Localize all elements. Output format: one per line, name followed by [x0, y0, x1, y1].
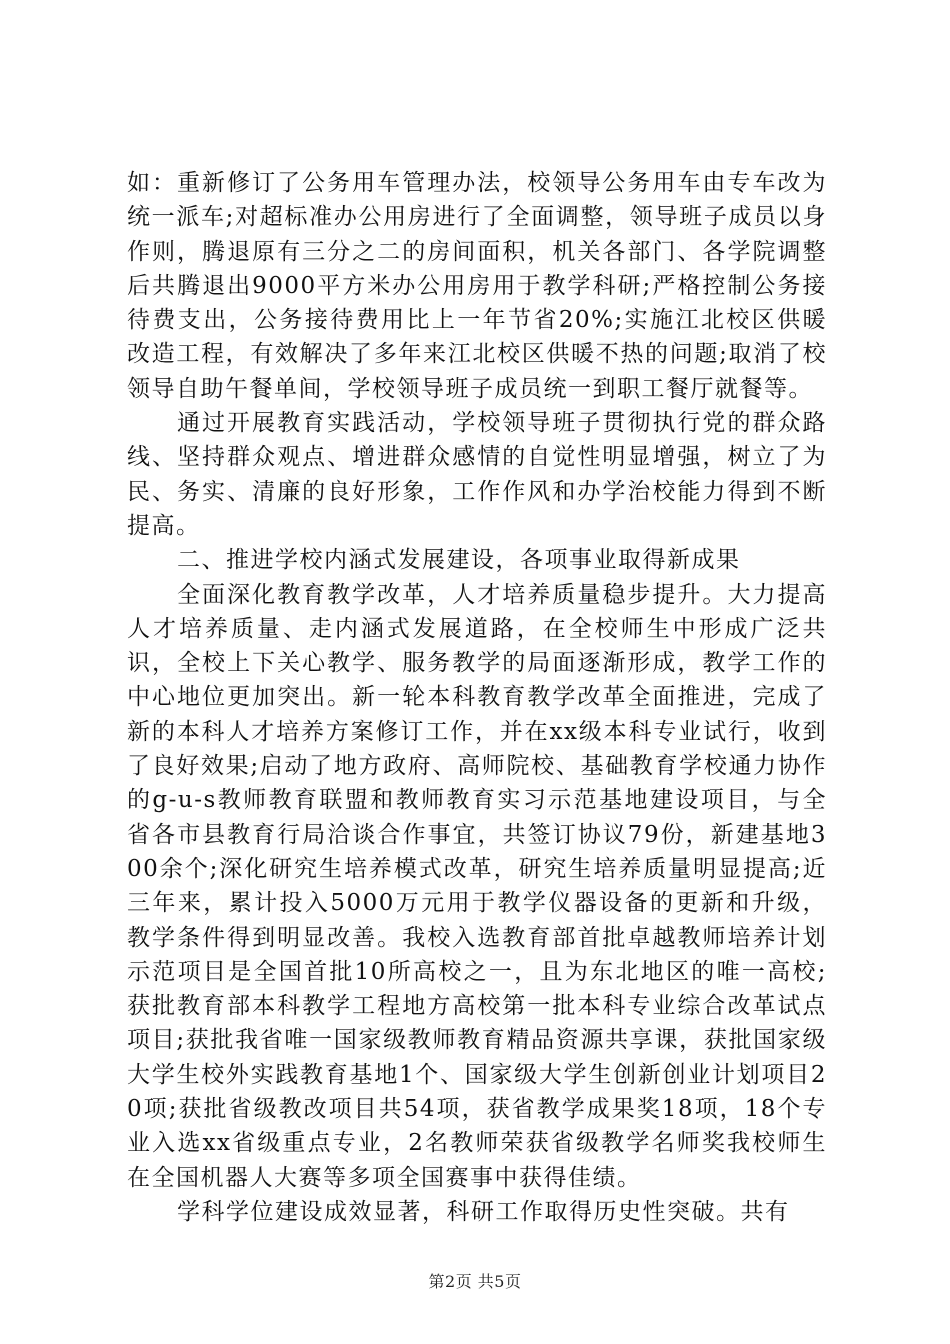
paragraph-4: 学科学位建设成效显著，科研工作取得历史性突破。共有 [177, 1198, 790, 1225]
document-body [127, 166, 827, 1229]
paragraph-3: 全面深化教育教学改革，人才培养质量稳步提升。大力提高人才培养质量、走内涵式发展道路，在全校师生中形成广泛共识，全校上下关心教学、服务教学的局面逐渐形成，教学工作的中心地位更加突出。新一轮本科教育教学改革全面推进，完成了新的本科人才培养方案修订工作，并在xx级本科专业试行，收到了良好效果;启动了地方政府、高师院校、基础教育学校通力协作的g-u-s教师教育联盟和教师教育实习示范基地建设项目，与全省各市县教育行局洽谈合作事宜，共签订协议79份，新建基地300余个;深化研究生培养模式改革，研究生培养质量明显提高;近三年来，累计投入5000万元用于教学仪器设备的更新和升级，教学条件得到明显改善。我校入选教育部首批卓越教师培养计划示范项目是全国首批10所高校之一，且为东北地区的唯一高校;获批教育部本科教学工程地方高校第一批本科专业综合改革试点项目;获批我省唯一国家级教师教育精品资源共享课，获批国家级大学生校外实践教育基地1个、国家级大学生创新创业计划项目20项;获批省级教改项目共54项，获省教学成果奖18项，18个专业入选xx省级重点专业，2名教师荣获省级教学名师奖我校师生在全国机器人大赛等多项全国赛事中获得佳绩。 [127, 581, 827, 1191]
paragraph-2: 通过开展教育实践活动，学校领导班子贯彻执行党的群众路线、坚持群众观点、增进群众感情的自觉性明显增强，树立了为民、务实、清廉的良好形象，工作作风和办学治校能力得到不断提高。 [127, 410, 827, 539]
section-heading: 二、推进学校内涵式发展建设，各项事业取得新成果 [177, 547, 741, 574]
paragraph-1: 如：重新修订了公务用车管理办法，校领导公务用车由专车改为统一派车;对超标准办公用房进行了全面调整，领导班子成员以身作则，腾退原有三分之二的房间面积，机关各部门、各学院调整后共腾退出9000平方米办公用房用于教学科研;严格控制公务接待费支出，公务接待费用比上一年节省20%;实施江北校区供暖改造工程，有效解决了多年来江北校区供暖不热的问题;取消了校领导自助午餐单间，学校领导班子成员统一到职工餐厅就餐等。 [127, 170, 827, 402]
page-number-footer: 第2页 共5页 [428, 1272, 522, 1291]
